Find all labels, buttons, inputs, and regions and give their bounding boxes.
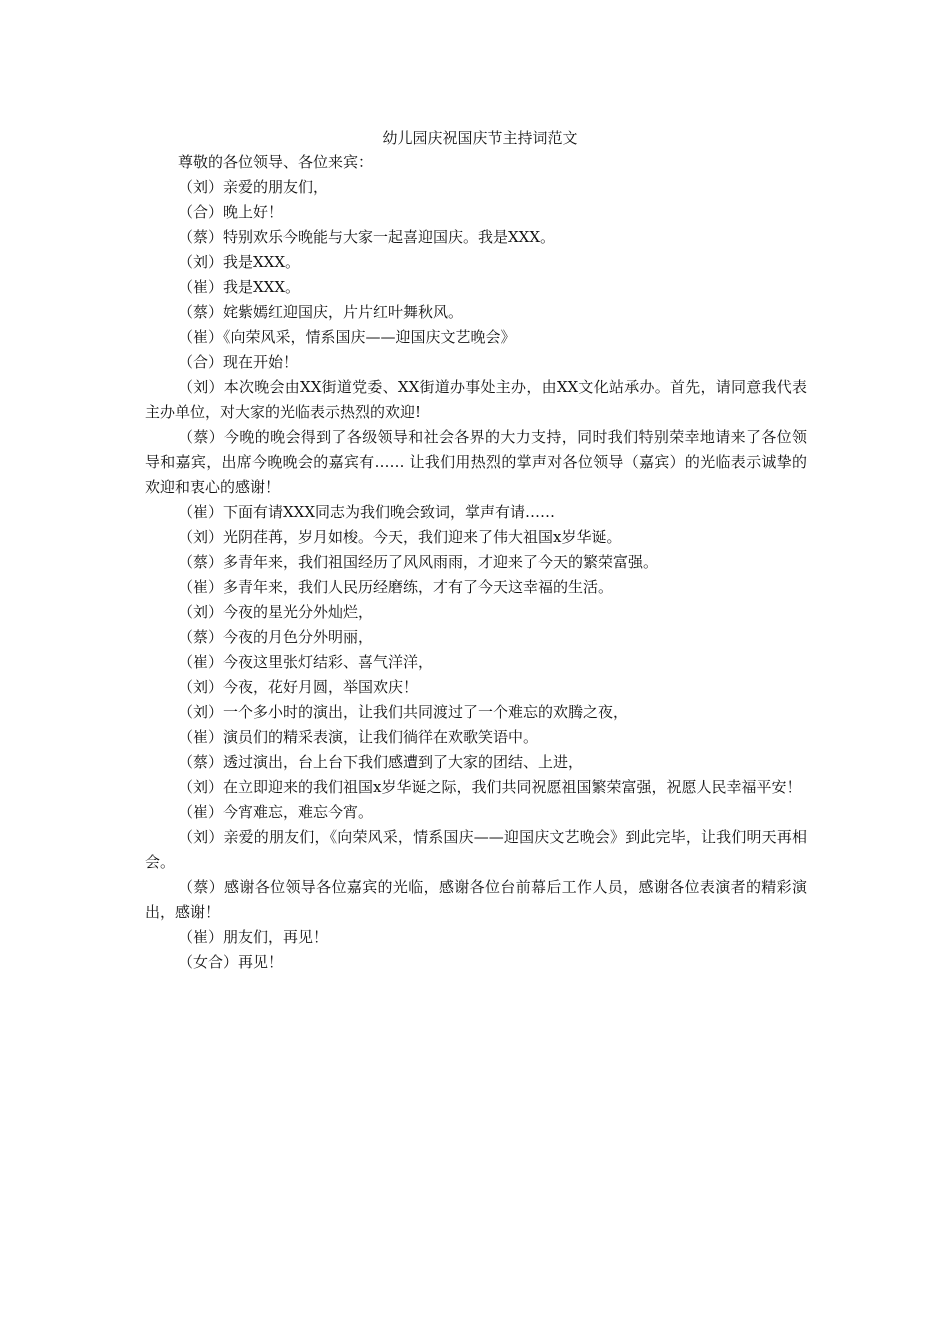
- paragraph: （崔）我是XXX。: [178, 278, 301, 296]
- paragraph: （崔）下面有请XXX同志为我们晚会致词，掌声有请……: [178, 503, 556, 521]
- paragraph: （崔）今夜这里张灯结彩、喜气洋洋，: [178, 653, 434, 671]
- paragraph: 尊敬的各位领导、各位来宾：: [178, 153, 374, 171]
- paragraph: （蔡）姹紫嫣红迎国庆，片片红叶舞秋风。: [178, 303, 464, 321]
- paragraph: （刘）今夜，花好月圆，举国欢庆！: [178, 678, 419, 696]
- paragraph: （崔）多青年来，我们人民历经磨练，才有了今天这幸福的生活。: [178, 578, 614, 596]
- document-title: 幼儿园庆祝国庆节主持词范文: [382, 129, 578, 147]
- paragraph: （崔）《向荣风采，情系国庆——迎国庆文艺晚会》: [178, 328, 516, 346]
- paragraph: （女合）再见！: [178, 953, 284, 971]
- paragraph: （刘）亲爱的朋友们，: [178, 178, 329, 196]
- paragraph: （蔡）多青年来，我们祖国经历了风风雨雨，才迎来了今天的繁荣富强。: [178, 553, 659, 571]
- paragraph: （合）现在开始！: [178, 353, 299, 371]
- paragraph: （崔）今宵难忘，难忘今宵。: [178, 803, 374, 821]
- paragraph: （刘）光阴荏苒，岁月如梭。今天，我们迎来了伟大祖国x岁华诞。: [178, 528, 622, 546]
- paragraph: （崔）演员们的精采表演，让我们徜徉在欢歌笑语中。: [178, 728, 539, 746]
- paragraph: （刘）在立即迎来的我们祖国x岁华诞之际，我们共同祝愿祖国繁荣富强，祝愿人民幸福平安！: [178, 778, 802, 796]
- paragraph: （刘）亲爱的朋友们，《向荣风采，情系国庆——迎国庆文艺晚会》到此完毕，让我们明天再相会。: [145, 828, 807, 871]
- paragraph: （刘）一个多小时的演出，让我们共同渡过了一个难忘的欢腾之夜，: [178, 703, 629, 721]
- paragraph: （蔡）今晚的晚会得到了各级领导和社会各界的大力支持，同时我们特别荣幸地请来了各位领导和嘉宾，出席今晚晚会的嘉宾有…… 让我们用热烈的掌声对各位领导（嘉宾）的光临表示诚挚的欢迎和衷心的感谢！: [145, 428, 807, 496]
- document-page: [145, 126, 807, 975]
- paragraph: （蔡）特别欢乐今晚能与大家一起喜迎国庆。我是XXX。: [178, 228, 556, 246]
- paragraph: （蔡）今夜的月色分外明丽，: [178, 628, 374, 646]
- paragraph: （蔡）透过演出，台上台下我们感遭到了大家的团结、上进，: [178, 753, 584, 771]
- paragraph: （崔）朋友们，再见！: [178, 928, 329, 946]
- paragraph: （刘）本次晚会由XX街道党委、XX街道办事处主办，由XX文化站承办。首先，请同意我代表主办单位，对大家的光临表示热烈的欢迎!: [145, 378, 807, 421]
- paragraph: （合）晚上好！: [178, 203, 284, 221]
- paragraph: （蔡）感谢各位领导各位嘉宾的光临，感谢各位台前幕后工作人员，感谢各位表演者的精彩演出，感谢！: [145, 878, 807, 921]
- paragraph: （刘）我是XXX。: [178, 253, 301, 271]
- paragraph: （刘）今夜的星光分外灿烂，: [178, 603, 374, 621]
